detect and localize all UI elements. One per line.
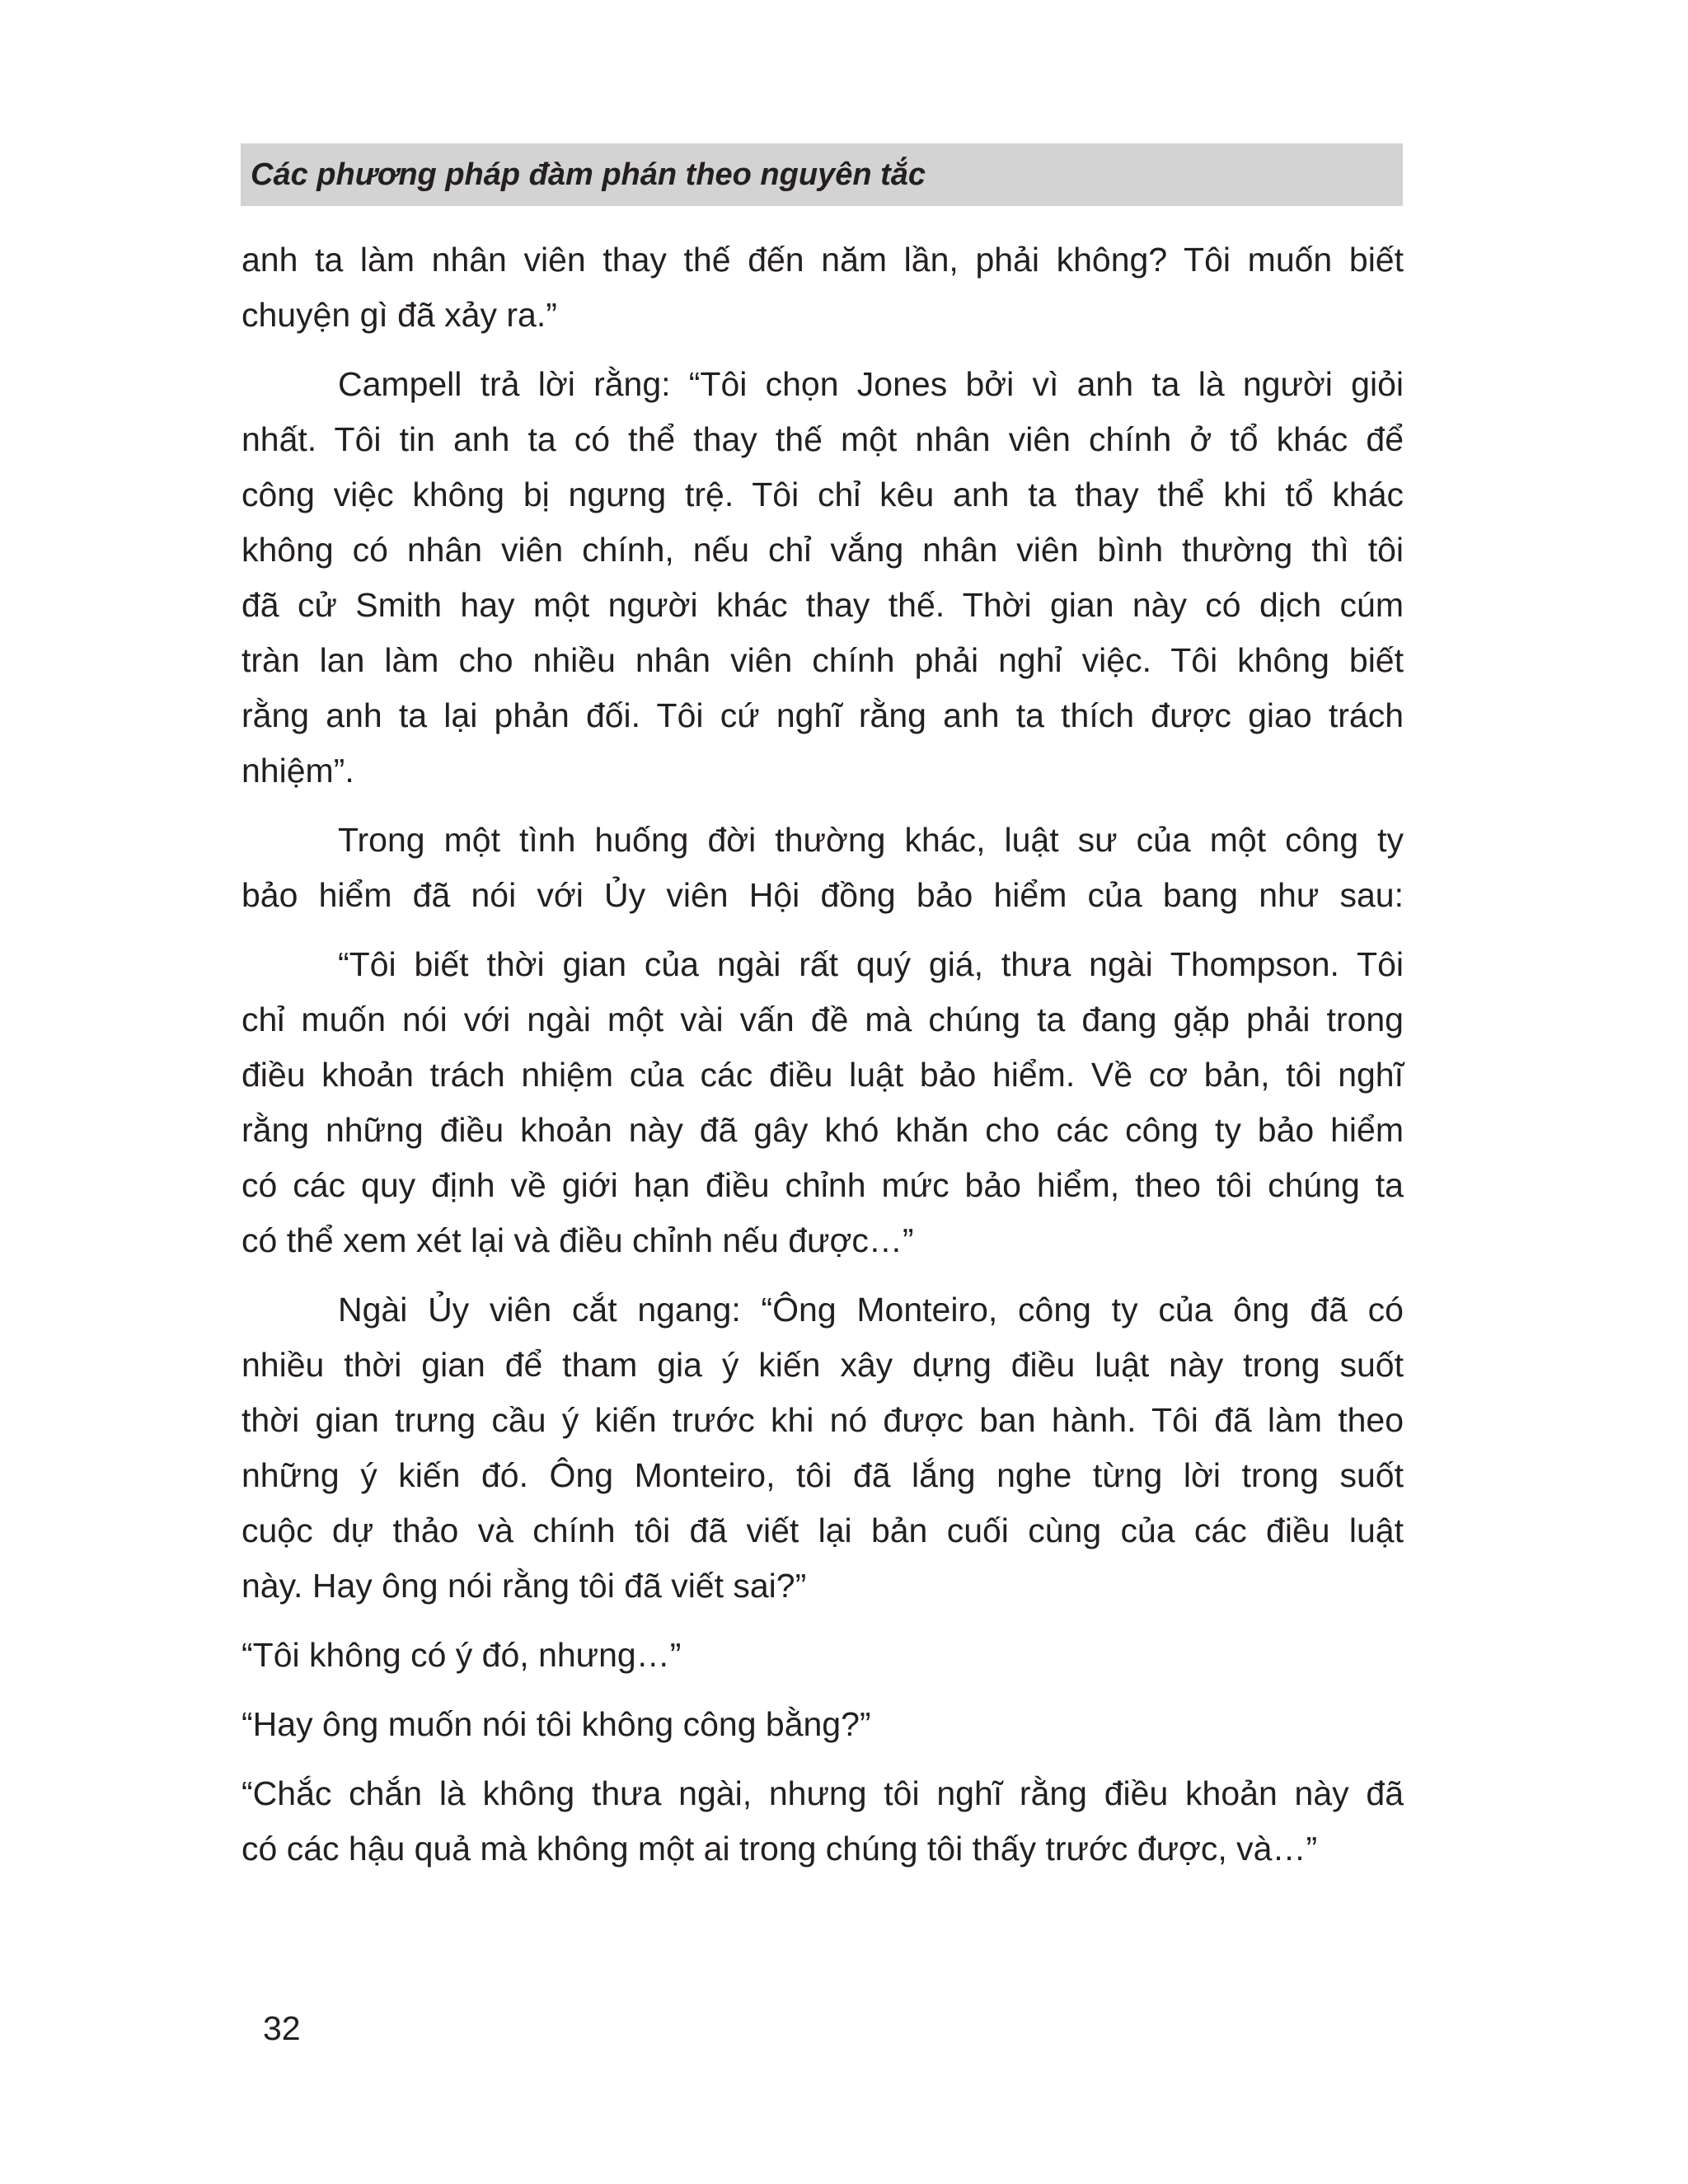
text-line: “Tôi biết thời gian của ngài rất quý giá, thưa ngài Thompson. Tôi [338,945,1404,983]
running-header-title: Các phương pháp đàm phán theo nguyên tắc [251,157,926,192]
text-line: nhất. Tôi tin anh ta có thể thay thế một nhân viên chính ở tổ khác để [241,420,1404,458]
text-line: Trong một tình huống đời thường khác, luật sư của một công ty [338,821,1404,859]
text-line: cuộc dự thảo và chính tôi đã viết lại bản cuối cùng của các điều luật [241,1511,1404,1549]
text-line: “Chắc chắn là không thưa ngài, nhưng tôi nghĩ rằng điều khoản này đã [241,1774,1404,1812]
text-line: này. Hay ông nói rằng tôi đã viết sai?” [241,1567,807,1605]
text-line: Ngài Ủy viên cắt ngang: “Ông Monteiro, công ty của ông đã có [338,1291,1404,1329]
body-text [241,232,1404,1891]
page-number: 32 [263,2009,301,2047]
text-line: anh ta làm nhân viên thay thế đến năm lần, phải không? Tôi muốn biết [241,241,1404,279]
text-line: “Hay ông muốn nói tôi không công bằng?” [241,1705,871,1743]
text-line: có thể xem xét lại và điều chỉnh nếu được…” [241,1221,914,1259]
text-line: thời gian trưng cầu ý kiến trước khi nó được ban hành. Tôi đã làm theo [241,1401,1404,1439]
text-line: điều khoản trách nhiệm của các điều luật bảo hiểm. Về cơ bản, tôi nghĩ [241,1056,1404,1094]
paragraph [241,232,1404,343]
text-line: tràn lan làm cho nhiều nhân viên chính phải nghỉ việc. Tôi không biết [241,641,1404,679]
text-line: chỉ muốn nói với ngài một vài vấn đề mà chúng ta đang gặp phải trong [241,1001,1404,1038]
text-line: “Tôi không có ý đó, nhưng…” [241,1636,682,1674]
paragraph [241,1628,1404,1683]
text-line: công việc không bị ngưng trệ. Tôi chỉ kêu anh ta thay thể khi tổ khác [241,476,1404,513]
text-line: nhiệm”. [241,752,354,790]
text-line: có các quy định về giới hạn điều chỉnh mức bảo hiểm, theo tôi chúng ta [241,1166,1404,1204]
text-line: chuyện gì đã xảy ra.” [241,296,557,334]
paragraph [241,1697,1404,1752]
text-line: không có nhân viên chính, nếu chỉ vắng nhân viên bình thường thì tôi [241,531,1404,569]
paragraph [241,1282,1404,1614]
text-line: rằng anh ta lại phản đối. Tôi cứ nghĩ rằng anh ta thích được giao trách [241,696,1404,734]
text-line: có các hậu quả mà không một ai trong chúng tôi thấy trước được, và…” [241,1830,1318,1868]
text-line: đã cử Smith hay một người khác thay thế. Thời gian này có dịch cúm [241,586,1404,624]
text-line: nhiều thời gian để tham gia ý kiến xây dựng điều luật này trong suốt [241,1346,1404,1384]
paragraph [241,813,1404,923]
text-line: những ý kiến đó. Ông Monteiro, tôi đã lắng nghe từng lời trong suốt [241,1456,1404,1494]
paragraph [241,937,1404,1268]
text-line: bảo hiểm đã nói với Ủy viên Hội đồng bảo hiểm của bang như sau: [241,876,1404,914]
text-line: Campell trả lời rằng: “Tôi chọn Jones bởi vì anh ta là người giỏi [338,365,1404,403]
paragraph [241,357,1404,799]
text-line: rằng những điều khoản này đã gây khó khăn cho các công ty bảo hiểm [241,1111,1404,1149]
running-header [241,143,1403,206]
paragraph [241,1766,1404,1877]
